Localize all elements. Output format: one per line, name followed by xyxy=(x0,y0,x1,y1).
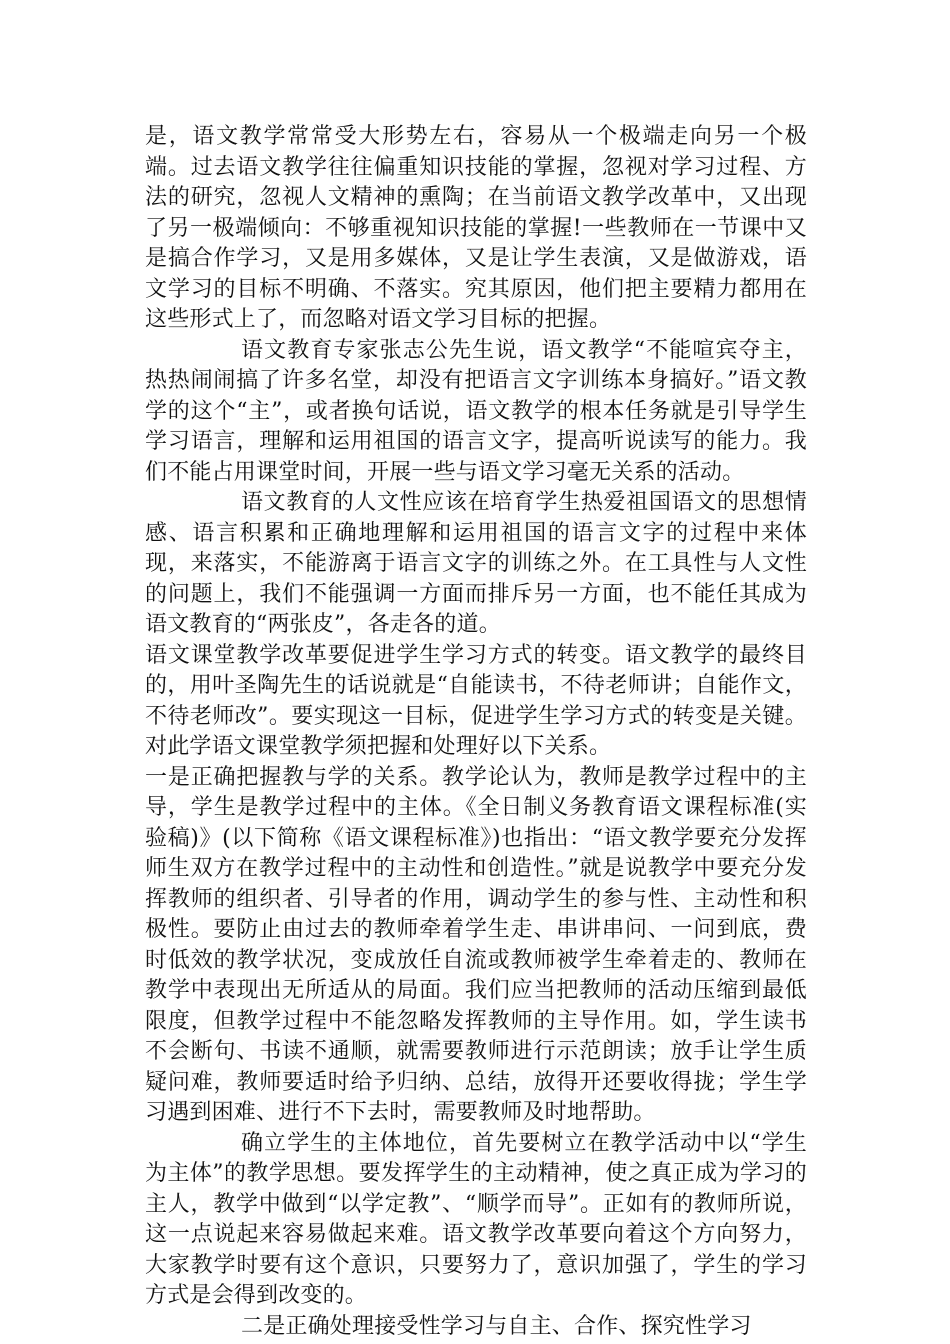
paragraph: 语文课堂教学改革要促进学生学习方式的转变。语文教学的最终目的，用叶圣陶先生的话说就是“自能读书，不待老师讲；自能作文，不待老师改”。要实现这一目标，促进学生学习方式的转变是关键。对此学语文课堂教学须把握和处理好以下关系。 xyxy=(145,642,807,759)
paragraph: 语文教育的人文性应该在培育学生热爱祖国语文的思想情感、语言积累和正确地理解和运用祖国的语言文字的过程中来体现，来落实，不能游离于语言文字的训练之外。在工具性与人文性的问题上，我们不能强调一方面而排斥另一方面，也不能任其成为语文教育的“两张皮”，各走各的道。 xyxy=(145,490,807,637)
paragraph: 一是正确把握教与学的关系。教学论认为，教师是教学过程中的主导，学生是教学过程中的主体。《全日制义务教育语文课程标准(实验稿)》(以下简称《语文课程标准》)也指出：“语文教学要充分发挥师生双方在教学过程中的主动性和创造性。”就是说教学中要充分发挥教师的组织者、引导者的作用，调动学生的参与性、主动性和积极性。要防止由过去的教师牵着学生走、串讲串问、一问到底，费时低效的教学状况，变成放任自流或教师被学生牵着走的、教师在教学中表现出无所适从的局面。我们应当把教师的活动压缩到最低限度，但教学过程中不能忽略发挥教师的主导作用。如，学生读书不会断句、书读不通顺，就需要教师进行示范朗读；放手让学生质疑问难，教师要适时给予归纳、总结，放得开还要收得拢；学生学习遇到困难、进行不下去时，需要教师及时地帮助。 xyxy=(145,764,807,1125)
paragraph: 是，语文教学常常受大形势左右，容易从一个极端走向另一个极端。过去语文教学往往偏重知识技能的掌握，忽视对学习过程、方法的研究，忽视人文精神的熏陶；在当前语文教学改革中，又出现了另一极端倾向：不够重视知识技能的掌握!一些教师在一节课中又是搞合作学习，又是用多媒体，又是让学生表演，又是做游戏，语文学习的目标不明确、不落实。究其原因，他们把主要精力都用在这些形式上了，而忽略对语文学习目标的把握。 xyxy=(145,124,807,332)
paragraph: 二是正确处理接受性学习与自主、合作、探究性学习 xyxy=(241,1313,752,1339)
body-text xyxy=(145,122,807,1342)
paragraph: 语文教育专家张志公先生说，语文教学“不能喧宾夺主，热热闹闹搞了许多名堂，却没有把语言文字训练本身搞好。”语文教学的这个“主”，或者换句话说，语文教学的根本任务就是引导学生学习语言，理解和运用祖国的语言文字，提高听说读写的能力。我们不能占用课堂时间，开展一些与语文学习毫无关系的活动。 xyxy=(145,337,807,485)
paragraph: 确立学生的主体地位，首先要树立在教学活动中以“学生为主体”的教学思想。要发挥学生的主动精神，使之真正成为学习的主人，教学中做到“以学定教”、“顺学而导”。正如有的教师所说，这一点说起来容易做起来难。语文教学改革要向着这个方向努力，大家教学时要有这个意识，只要努力了，意识加强了，学生的学习方式是会得到改变的。 xyxy=(145,1130,807,1308)
